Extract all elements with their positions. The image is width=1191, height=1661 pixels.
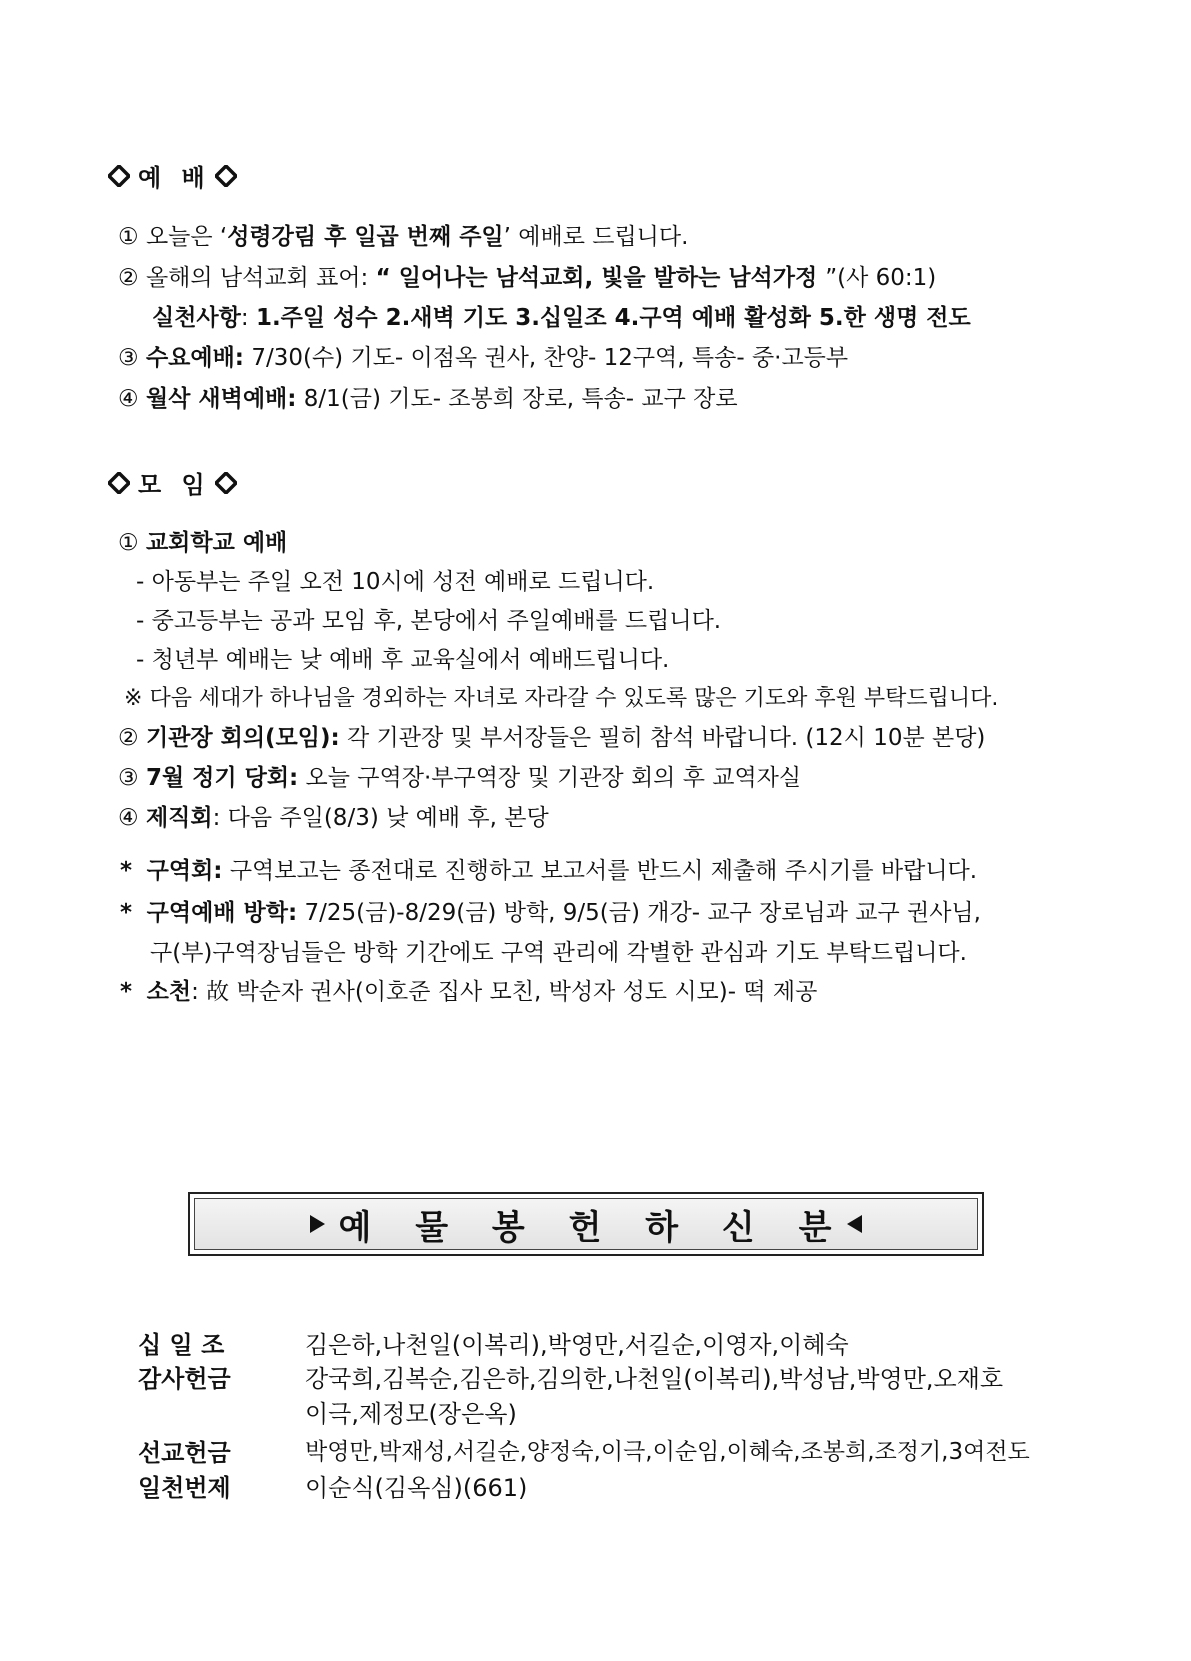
worship-section-title xyxy=(108,158,245,193)
meeting-item: - 아동부는 주일 오전 10시에 성전 예배로 드립니다. xyxy=(136,569,655,595)
notice-item: 구(부)구역장님들은 방학 기간에도 구역 관리에 각별한 관심과 기도 부탁드립니다. xyxy=(150,940,967,966)
meeting-item: ③ 7월 정기 당회: 오늘 구역장·부구역장 및 기관장 회의 후 교역자실 xyxy=(118,765,802,791)
offering-label: 감사헌금 xyxy=(138,1365,231,1393)
meeting-item: ※ 다음 세대가 하나님을 경외하는 자녀로 자라갈 수 있도록 많은 기도와 후원 부탁드립니다. xyxy=(124,686,999,711)
offering-label: 일천번제 xyxy=(138,1474,231,1502)
diamond-bullet-icon xyxy=(215,165,237,187)
notice-item: * 구역예배 방학: 7/25(금)-8/29(금) 방학, 9/5(금) 개강- 교구 장로님과 교구 권사님, xyxy=(120,900,981,926)
offering-label: 십 일 조 xyxy=(138,1331,225,1359)
offering-banner xyxy=(188,1192,984,1256)
meeting-item: ① 교회학교 예배 xyxy=(118,530,288,556)
worship-title-text: 예 배 xyxy=(138,164,211,192)
diamond-bullet-icon xyxy=(108,472,130,494)
meeting-title-text: 모 임 xyxy=(138,471,211,499)
meeting-item: ④ 제직회: 다음 주일(8/3) 낮 예배 후, 본당 xyxy=(118,805,549,831)
offering-banner-inner xyxy=(194,1198,978,1250)
worship-item: ④ 월삭 새벽예배: 8/1(금) 기도- 조봉희 장로, 특송- 교구 장로 xyxy=(118,386,738,412)
meeting-section-title xyxy=(108,465,245,500)
notice-item: * 소천: 故 박순자 권사(이호준 집사 모친, 박성자 성도 시모)- 떡 제공 xyxy=(120,979,818,1005)
offering-names: 김은하,나천일(이복리),박영만,서길순,이영자,이혜숙 xyxy=(305,1331,849,1359)
worship-item: ① 오늘은 ‘성령강림 후 일곱 번째 주일’ 예배로 드립니다. xyxy=(118,224,689,250)
notice-item: * 구역회: 구역보고는 종전대로 진행하고 보고서를 반드시 제출해 주시기를 바랍니다. xyxy=(120,858,978,884)
meeting-item: ② 기관장 회의(모임): 각 기관장 및 부서장들은 필히 참석 바랍니다. (12시 10분 본당) xyxy=(118,725,986,751)
diamond-bullet-icon xyxy=(215,472,237,494)
offering-title: 예 물 봉 헌 하 신 분 xyxy=(338,1207,848,1248)
triangle-left-icon xyxy=(847,1215,862,1233)
offering-names: 강국희,김복순,김은하,김의한,나천일(이복리),박성남,박영만,오재호 xyxy=(305,1365,1004,1393)
offering-names: 박영만,박재성,서길순,양정숙,이극,이순임,이혜숙,조봉희,조정기,3여전도 xyxy=(305,1439,1030,1465)
worship-item: ② 올해의 남석교회 표어: “ 일어나는 남석교회, 빛을 발하는 남석가정 ”(사 60:1) xyxy=(118,265,937,291)
meeting-item: - 중고등부는 공과 모임 후, 본당에서 주일예배를 드립니다. xyxy=(136,608,722,634)
offering-label: 선교헌금 xyxy=(138,1439,231,1467)
triangle-right-icon xyxy=(310,1215,325,1233)
offering-names: 이순식(김옥심)(661) xyxy=(305,1474,528,1502)
offering-names: 이극,제정모(장은옥) xyxy=(305,1400,517,1428)
meeting-item: - 청년부 예배는 낮 예배 후 교육실에서 예배드립니다. xyxy=(136,647,670,673)
worship-item: ③ 수요예배: 7/30(수) 기도- 이점옥 권사, 찬양- 12구역, 특송- 중·고등부 xyxy=(118,345,849,371)
diamond-bullet-icon xyxy=(108,165,130,187)
worship-item: 실천사항: 1.주일 성수 2.새벽 기도 3.십일조 4.구역 예배 활성화 5.한 생명 전도 xyxy=(152,305,971,331)
